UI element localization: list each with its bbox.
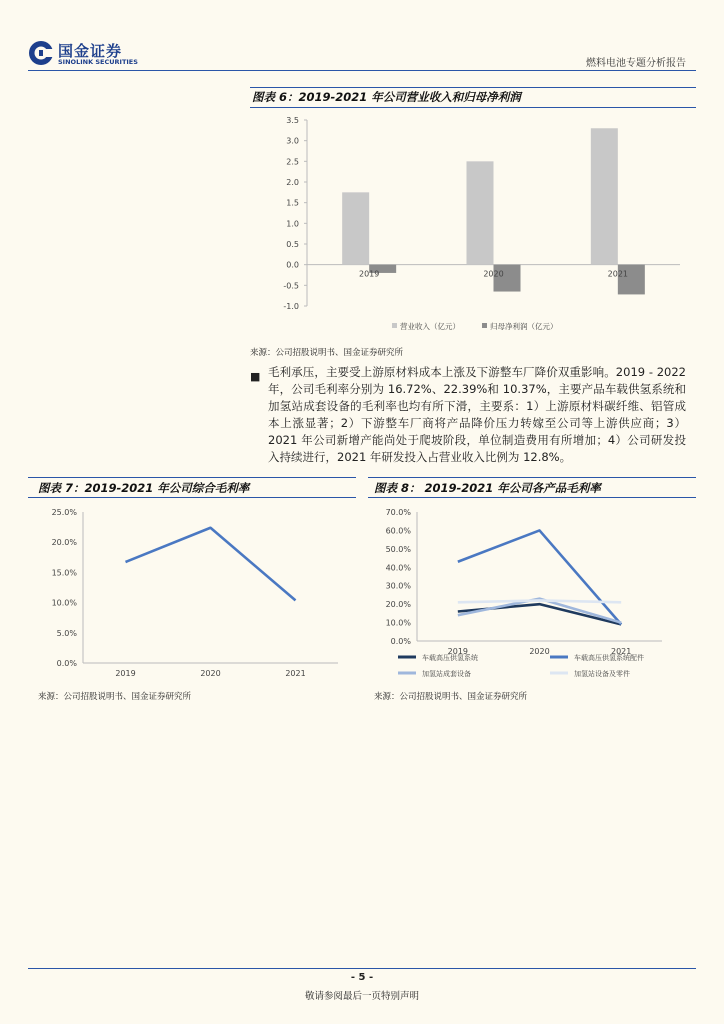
logo-english-name: SINOLINK SECURITIES xyxy=(58,58,138,66)
y-tick-label: 40.0% xyxy=(385,563,411,573)
body-paragraph: 毛利承压，主要受上游原材料成本上涨及下游整车厂降价双重影响。2019 - 2022 年，公司毛利率分别为 16.72%、22.39%和 10.37%，主要产品车载供氢系统和加氢站成套设备的毛利率也均有所下滑，主要系：1）上游原材料碳纤维、铝管成本上涨显著；2）下游整车厂商将产品降价压力转嫁至公司等上游供应商；3）2021 年公司新增产能尚处于爬坡阶段，单位制造费用有所增加；4）公司研发投入持续进行，2021 年研发投入占营业收入比例为 12.8%。 xyxy=(268,365,686,464)
y-tick-label: 70.0% xyxy=(385,508,411,517)
y-tick-label: 3.5 xyxy=(286,116,299,125)
page-number: - 5 - xyxy=(350,972,374,983)
y-tick-label: 30.0% xyxy=(385,581,411,591)
header-rule xyxy=(28,70,696,71)
legend-label: 加氢站成套设备 xyxy=(422,670,471,678)
figure6-source: 来源：公司招股说明书、国金证券研究所 xyxy=(250,348,404,358)
x-tick-label: 2020 xyxy=(200,669,221,678)
y-tick-label: 10.0% xyxy=(51,598,77,608)
x-tick-label: 2021 xyxy=(285,669,306,678)
y-tick-label: 2.0 xyxy=(286,178,299,187)
footer-disclaimer: 敬请参阅最后一页特别声明 xyxy=(304,991,419,1002)
figure6-title-rule xyxy=(250,107,696,108)
paragraph-bullet: ■ xyxy=(250,370,261,383)
x-tick-label: 2019 xyxy=(115,669,136,678)
y-tick-label: 15.0% xyxy=(51,568,77,578)
x-tick-label: 2019 xyxy=(447,647,469,656)
y-tick-label: 3.0 xyxy=(286,136,299,146)
y-tick-label: 5.0% xyxy=(56,628,77,638)
y-tick-label: 60.0% xyxy=(385,526,411,536)
y-tick-label: 1.5 xyxy=(286,198,299,208)
legend-label: 车载高压供氢系统配件 xyxy=(574,654,644,662)
logo-chinese-name: 国金证券 xyxy=(58,42,123,60)
figure8-top-rule xyxy=(368,477,696,478)
y-tick-label: 0.0% xyxy=(56,659,77,668)
y-tick-label: 25.0% xyxy=(51,508,77,517)
legend-label: 营业收入（亿元） xyxy=(400,322,460,331)
legend-swatch xyxy=(392,323,397,328)
x-tick-label: 2019 xyxy=(358,269,380,279)
series-line xyxy=(126,528,296,601)
y-tick-label: 20.0% xyxy=(51,538,77,548)
revenue-bar xyxy=(591,128,618,264)
figure8-source: 来源：公司招股说明书、国金证券研究所 xyxy=(374,692,528,702)
y-tick-label: 0.5 xyxy=(286,240,299,249)
legend-label: 车载高压供氢系统 xyxy=(422,654,478,662)
revenue-bar xyxy=(342,192,369,264)
figure6-top-rule xyxy=(250,87,696,88)
y-tick-label: 10.0% xyxy=(385,618,411,628)
x-tick-label: 2020 xyxy=(483,269,504,279)
figure6-chart xyxy=(250,110,696,340)
y-tick-label: -0.5 xyxy=(283,281,299,291)
figure7-title: 图表 7：2019-2021 年公司综合毛利率 xyxy=(38,481,250,495)
legend-label: 加氢站设备及零件 xyxy=(574,670,630,678)
legend-label: 归母净利润（亿元） xyxy=(490,322,558,331)
x-tick-label: 2021 xyxy=(607,269,629,279)
y-tick-label: 1.0 xyxy=(286,219,299,229)
x-tick-label: 2021 xyxy=(610,647,632,656)
y-tick-label: 50.0% xyxy=(385,544,411,554)
y-tick-label: 20.0% xyxy=(385,600,411,610)
y-tick-label: 2.5 xyxy=(286,157,299,167)
figure8-title-rule xyxy=(368,497,696,498)
figure8-title: 图表 8： 2019-2021 年公司各产品毛利率 xyxy=(374,481,601,495)
figure6-title: 图表 6：2019-2021 年公司营业收入和归母净利润 xyxy=(252,90,521,104)
y-tick-label: 0.0% xyxy=(390,637,411,646)
figure7-source: 来源：公司招股说明书、国金证券研究所 xyxy=(38,692,192,702)
report-title: 燃料电池专题分析报告 xyxy=(586,58,686,69)
sinolink-logo-icon xyxy=(28,40,54,66)
figure7-title-rule xyxy=(28,497,356,498)
y-tick-label: 0.0 xyxy=(286,260,299,270)
legend-swatch xyxy=(482,323,487,328)
revenue-bar xyxy=(467,161,494,264)
figure8-chart xyxy=(368,500,696,686)
figure7-top-rule xyxy=(28,477,356,478)
figure7-chart xyxy=(28,500,356,686)
x-tick-label: 2020 xyxy=(529,647,550,656)
footer-rule xyxy=(28,968,696,969)
y-tick-label: -1.0 xyxy=(283,302,299,311)
series-line xyxy=(458,600,621,602)
